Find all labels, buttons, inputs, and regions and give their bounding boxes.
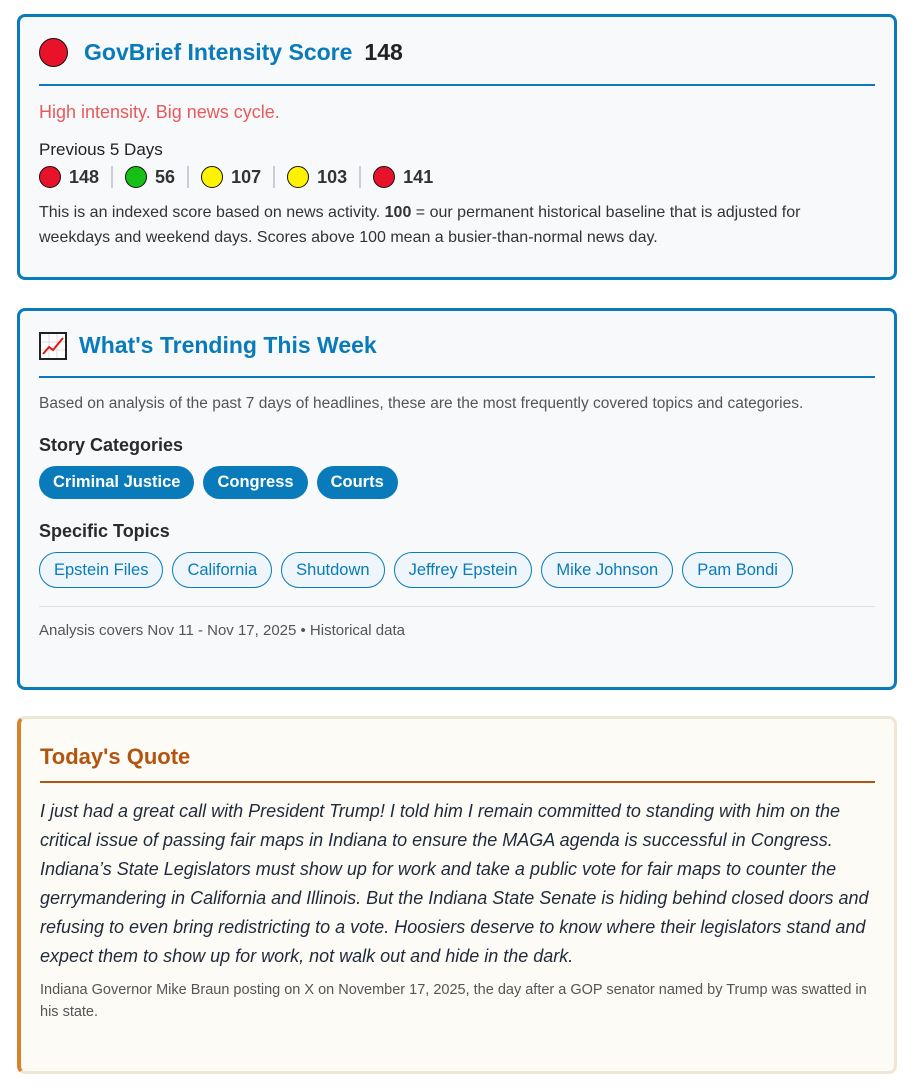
day-separator xyxy=(187,166,189,188)
day-score xyxy=(39,166,99,188)
intensity-title: GovBrief Intensity Score xyxy=(84,39,353,65)
status-dot-icon xyxy=(373,166,395,188)
day-score-value: 103 xyxy=(317,166,348,187)
topic-pill[interactable]: Epstein Files xyxy=(39,552,163,588)
status-dot-icon xyxy=(287,166,309,188)
day-score-value: 56 xyxy=(155,166,176,187)
intensity-description xyxy=(39,200,875,250)
trending-card xyxy=(17,308,897,690)
day-separator xyxy=(359,166,361,188)
chart-increasing-icon xyxy=(39,332,67,360)
intensity-status: High intensity. Big news cycle. xyxy=(39,102,280,122)
category-list xyxy=(39,466,875,499)
day-score-value: 141 xyxy=(403,166,434,187)
day-score xyxy=(373,166,433,188)
category-pill[interactable]: Courts xyxy=(317,466,398,499)
categories-label: Story Categories xyxy=(39,435,184,455)
quote-card xyxy=(17,716,897,1074)
topic-pill[interactable]: Shutdown xyxy=(281,552,384,588)
trending-title: What's Trending This Week xyxy=(79,332,377,358)
day-score xyxy=(287,166,347,188)
desc-text: = our permanent historical baseline that is adjusted for weekdays and weekend days. Scores above 100 mean a busier-than-normal news day. xyxy=(39,204,801,246)
topic-pill[interactable]: Pam Bondi xyxy=(682,552,793,588)
trending-header xyxy=(39,311,875,378)
topic-pill[interactable]: California xyxy=(172,552,272,588)
previous-days-list xyxy=(39,166,875,188)
quote-text: I just had a great call with President Trump! I told him I remain committed to standing with him on the critical issue of passing fair maps in Indiana to ensure the MAGA agenda is successful in Congress. Indiana’s State Legislators must show up for work and take a public vote for fair maps to counter the gerrymandering in California and Illinois. But the Indiana State Senate is hiding behind closed doors and refusing to even bring redistricting to a vote. Hoosiers deserve to know where their legislators stand and expect them to show up for work, not walk out and hide in the dark. xyxy=(40,801,869,966)
quote-attribution: Indiana Governor Mike Braun posting on X on November 17, 2025, the day after a GOP senator named by Trump was swatted in his state. xyxy=(40,982,867,1020)
day-separator xyxy=(273,166,275,188)
day-score xyxy=(125,166,175,188)
category-pill[interactable]: Congress xyxy=(203,466,307,499)
topic-pill[interactable]: Jeffrey Epstein xyxy=(394,552,533,588)
intensity-score: 148 xyxy=(364,39,403,65)
trending-intro: Based on analysis of the past 7 days of headlines, these are the most frequently covered topics and categories. xyxy=(39,395,804,412)
topics-label: Specific Topics xyxy=(39,521,170,541)
status-dot-icon xyxy=(125,166,147,188)
category-pill[interactable]: Criminal Justice xyxy=(39,466,194,499)
status-dot-icon xyxy=(201,166,223,188)
topic-list xyxy=(39,552,875,588)
previous-days-label: Previous 5 Days xyxy=(39,140,163,159)
day-separator xyxy=(111,166,113,188)
quote-title: Today's Quote xyxy=(40,744,191,769)
day-score xyxy=(201,166,261,188)
desc-baseline: 100 xyxy=(384,204,412,221)
intensity-card xyxy=(17,14,897,280)
trending-footer: Analysis covers Nov 11 - Nov 17, 2025 • Historical data xyxy=(39,606,875,639)
day-score-value: 148 xyxy=(69,166,100,187)
day-score-value: 107 xyxy=(231,166,262,187)
quote-header xyxy=(40,719,875,783)
desc-text: This is an indexed score based on news activity. xyxy=(39,204,385,221)
red-status-dot-icon xyxy=(39,38,68,67)
intensity-header xyxy=(39,17,875,86)
status-dot-icon xyxy=(39,166,61,188)
topic-pill[interactable]: Mike Johnson xyxy=(541,552,673,588)
